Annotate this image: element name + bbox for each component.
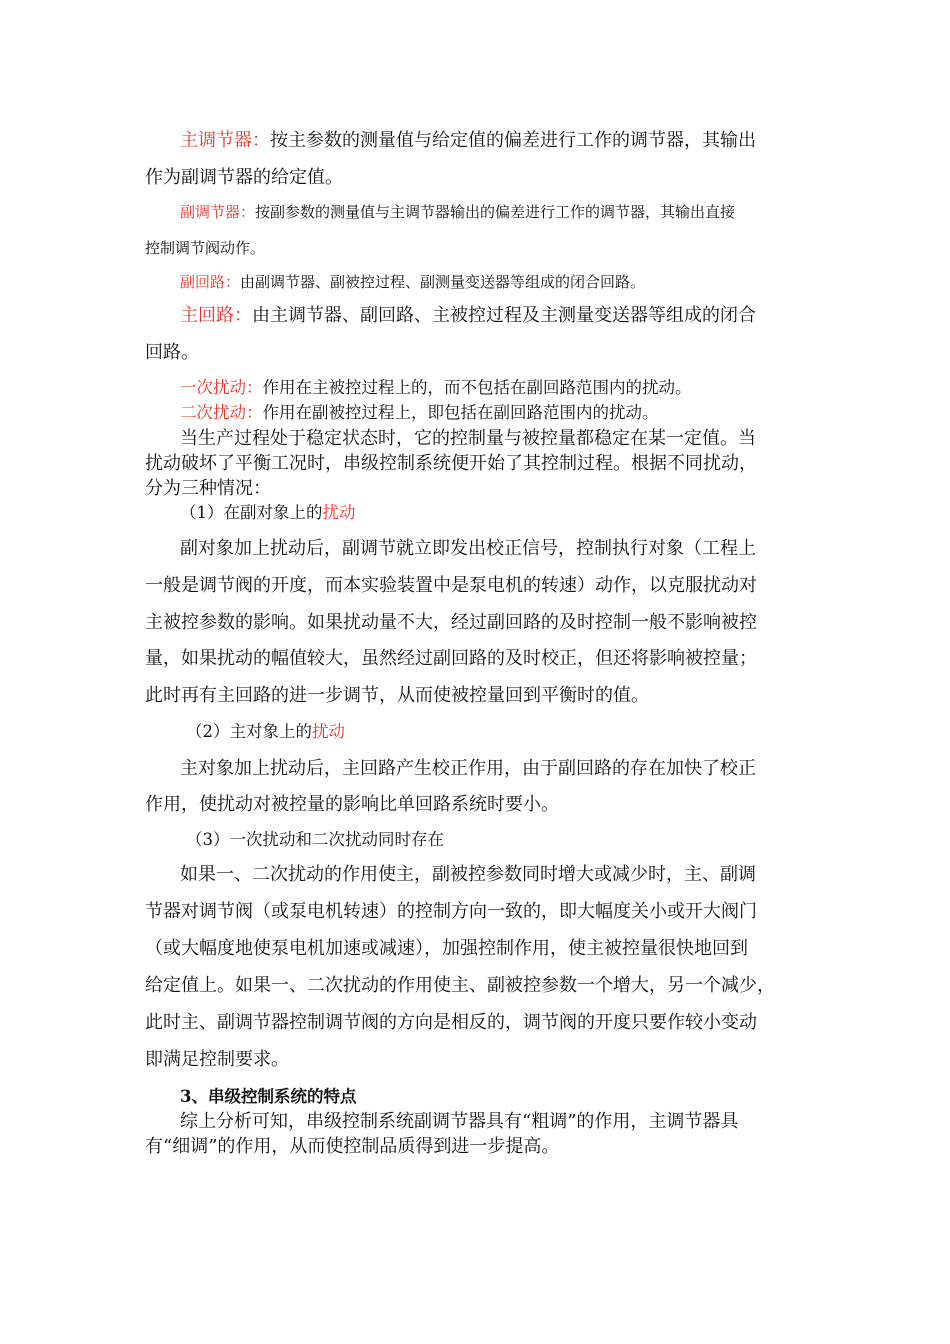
term-sub-loop: 副回路： bbox=[180, 273, 241, 291]
intro-line-3: 分为三种情况： bbox=[145, 478, 271, 499]
case1-line-4: 量，如果扰动的幅值较大，虽然经过副回路的及时校正，但还将影响被控量； bbox=[145, 648, 757, 669]
term-main-controller: 主调节器： bbox=[180, 130, 270, 151]
case3-line-4: 给定值上。如果一、二次扰动的作用使主、副被控参数一个增大，另一个减少， bbox=[145, 975, 775, 996]
def-secondary-disturbance: 二次扰动：作用在副被控过程上，即包括在副回路范围内的扰动。 bbox=[180, 403, 659, 422]
intro-line-1: 当生产过程处于稳定状态时，它的控制量与被控量都稳定在某一定值。当 bbox=[180, 428, 756, 449]
case1-line-1: 副对象加上扰动后，副调节就立即发出校正信号，控制执行对象（工程上 bbox=[180, 538, 756, 559]
case3-line-6: 即满足控制要求。 bbox=[145, 1049, 289, 1070]
case1-line-3: 主被控参数的影响。如果扰动量不大，经过副回路的及时控制一般不影响被控 bbox=[145, 612, 757, 633]
def-main-loop: 主回路：由主调节器、副回路、主被控过程及主测量变送器等组成的闭合 bbox=[180, 305, 756, 326]
def-sub-loop: 副回路：由副调节器、副被控过程、副测量变送器等组成的闭合回路。 bbox=[180, 273, 646, 291]
case2-line-1: 主对象加上扰动后，主回路产生校正作用，由于副回路的存在加快了校正 bbox=[180, 758, 756, 779]
section3-line-2: 有“细调”的作用，从而使控制品质得到进一步提高。 bbox=[145, 1136, 560, 1157]
section3-line-1: 综上分析可知，串级控制系统副调节器具有“粗调”的作用，主调节器具 bbox=[180, 1111, 739, 1132]
def-primary-disturbance: 一次扰动：作用在主被控过程上的，而不包括在副回路范围内的扰动。 bbox=[180, 378, 692, 397]
def-main-controller-cont: 作为副调节器的给定值。 bbox=[145, 167, 343, 188]
term-secondary-disturbance: 二次扰动： bbox=[180, 403, 263, 422]
case2-line-2: 作用，使扰动对被控量的影响比单回路系统时要小。 bbox=[145, 794, 559, 815]
case3-line-5: 此时主、副调节器控制调节阀的方向是相反的，调节阀的开度只要作较小变动 bbox=[145, 1012, 757, 1033]
case3-line-1: 如果一、二次扰动的作用使主，副被控参数同时增大或减少时，主、副调 bbox=[180, 864, 756, 885]
case2-heading: （2）主对象上的扰动 bbox=[186, 722, 345, 741]
term-main-loop: 主回路： bbox=[180, 305, 252, 326]
term-primary-disturbance: 一次扰动： bbox=[180, 378, 263, 397]
case1-line-2: 一般是调节阀的开度，而本实验装置中是泵电机的转速）动作，以克服扰动对 bbox=[145, 575, 757, 596]
intro-line-2: 扰动破坏了平衡工况时，串级控制系统便开始了其控制过程。根据不同扰动， bbox=[145, 453, 757, 474]
term-sub-controller: 副调节器： bbox=[180, 203, 256, 221]
def-sub-controller-cont: 控制调节阀动作。 bbox=[145, 239, 266, 257]
case1-heading: （1）在副对象上的扰动 bbox=[180, 503, 356, 522]
def-main-loop-cont: 回路。 bbox=[145, 342, 199, 363]
case1-line-5: 此时再有主回路的进一步调节，从而使被控量回到平衡时的值。 bbox=[145, 685, 649, 706]
def-main-controller: 主调节器：按主参数的测量值与给定值的偏差进行工作的调节器，其输出 bbox=[180, 130, 756, 151]
case3-line-2: 节器对调节阀（或泵电机转速）的控制方向一致的，即大幅度关小或开大阀门 bbox=[145, 901, 757, 922]
case3-heading: （3）一次扰动和二次扰动同时存在 bbox=[186, 830, 444, 849]
section3-heading: 3、串级控制系统的特点 bbox=[180, 1087, 357, 1106]
case3-line-3: （或大幅度地使泵电机加速或减速），加强控制作用，使主被控量很快地回到 bbox=[145, 938, 748, 959]
def-sub-controller: 副调节器：按副参数的测量值与主调节器输出的偏差进行工作的调节器，其输出直接 bbox=[180, 203, 736, 221]
